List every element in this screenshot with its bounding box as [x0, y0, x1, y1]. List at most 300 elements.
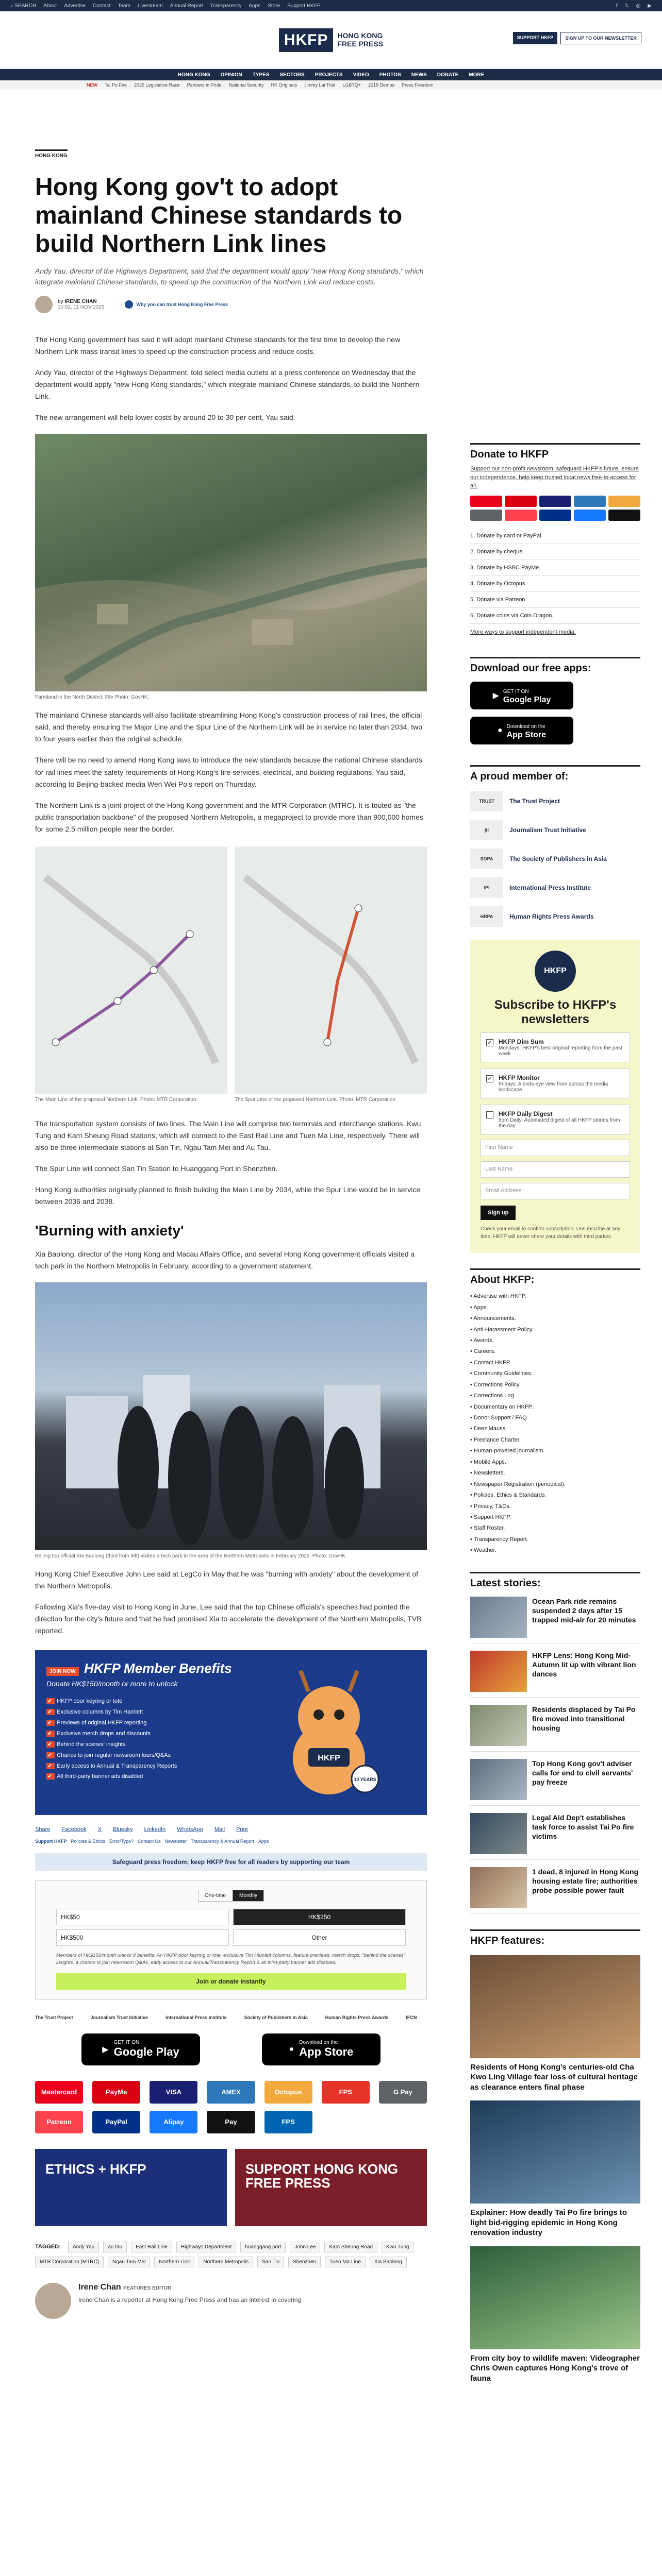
share-x[interactable]: X: [97, 1826, 102, 1833]
map-caption: The Spur Line of the proposed Northern Link. Photo: MTR Corporation.: [235, 1096, 397, 1103]
benefit-item: ✔ Previews of original HKFP reporting: [46, 1718, 416, 1728]
about-link[interactable]: • Newspaper Registration (periodical).: [470, 1479, 640, 1490]
newsletter-signup: [470, 940, 640, 1253]
article-dek: Andy Yau, director of the Highways Department, said that the department would apply "new Hong Kong standards," which integrate mainland Chinese standards, to speed up the construction of the Northern Link and reduce costs.: [35, 266, 424, 286]
tag-link[interactable]: John Lee: [290, 2242, 320, 2252]
feature-image: [470, 1955, 640, 2058]
share-mail[interactable]: Mail: [214, 1826, 225, 1833]
about-link[interactable]: • Newsletters.: [470, 1468, 640, 1479]
latest-title: Latest stories:: [470, 1572, 640, 1589]
story-title: Residents displaced by Tai Po fire moved into transitional housing: [532, 1705, 636, 1733]
main-line-diagram: [35, 846, 227, 1094]
latest-story[interactable]: [470, 1705, 640, 1752]
tag-link[interactable]: huanggang port: [240, 2242, 286, 2252]
email-input[interactable]: Email Address: [481, 1183, 630, 1199]
join-now-tag: JOIN NOW: [46, 1667, 79, 1676]
story-thumbnail: [470, 1759, 527, 1800]
newsletter-option[interactable]: [481, 1032, 630, 1062]
section-heading: 'Burning with anxiety': [35, 1222, 184, 1239]
main-nav: [0, 69, 662, 80]
author-role: FEATURES EDITOR: [123, 2285, 172, 2291]
about-link[interactable]: • Contact HKFP.: [470, 1358, 640, 1368]
latest-story[interactable]: [470, 1597, 640, 1643]
story-thumbnail: [470, 1705, 527, 1746]
amex-icon: [574, 496, 606, 507]
about-link[interactable]: • Privacy, T&Cs.: [470, 1501, 640, 1512]
article-paragraph: Andy Yau, director of the Highways Department, told select media outlets at a press conference on Wednesday that the department would apply "new Hong Kong standards," which integrate mainland Chinese standards, to build the Northern Link.: [35, 368, 420, 400]
topbar-link[interactable]: Support HKFP: [287, 3, 321, 9]
about-link[interactable]: • Deez Mauss.: [470, 1423, 640, 1434]
about-link[interactable]: • Mobile Apps.: [470, 1457, 640, 1468]
donate-method[interactable]: 1. Donate by card or PayPal.: [470, 528, 640, 544]
topbar-link[interactable]: Team: [118, 3, 130, 9]
nav-item[interactable]: VIDEO: [353, 72, 369, 78]
partner-logo[interactable]: Journalism Trust Initiative: [90, 2014, 148, 2020]
tag-link[interactable]: Highways Department: [176, 2242, 236, 2252]
checkbox-checked-icon[interactable]: ✓: [486, 1039, 493, 1046]
apple-icon: ●: [289, 2044, 294, 2054]
share-print[interactable]: Print: [236, 1826, 248, 1833]
signup-button[interactable]: Sign up: [481, 1206, 516, 1220]
benefits-title: HKFP Member Benefits: [84, 1660, 232, 1676]
logo-mark: HKFP: [279, 28, 334, 52]
newsletter-note: Check your email to confirm subscription. Unsubscribe at any time. HKFP will never share your details with third parties.: [481, 1226, 621, 1240]
newsletter-title: Subscribe to HKFP's newsletters: [494, 998, 617, 1026]
main-line-map: [35, 846, 227, 1094]
trending-item[interactable]: 2025 Legislative Race: [134, 82, 180, 88]
story-title: Ocean Park ride remains suspended 2 days after 15 trapped mid-air for 20 minutes: [532, 1597, 636, 1624]
partner-logo[interactable]: International Press Institute: [166, 2014, 227, 2020]
instagram-icon[interactable]: ◎: [636, 3, 641, 9]
farmland-illustration: [35, 434, 427, 691]
app-store-button[interactable]: [262, 2033, 380, 2065]
amount-option[interactable]: Other: [233, 1929, 406, 1946]
about-link[interactable]: • Corrections Log.: [470, 1391, 640, 1401]
map-caption: The Main Line of the proposed Northern Link. Photo: MTR Corporation.: [35, 1096, 198, 1103]
article-paragraph: The new arrangement will help lower costs by around 20 to 30 per cent, Yau said.: [35, 413, 295, 422]
trending-label: NEW: [87, 82, 97, 88]
about-link[interactable]: • Support HKFP.: [470, 1512, 640, 1523]
member-name: The Society of Publishers in Asia: [509, 855, 607, 862]
site-header: [0, 11, 662, 69]
share-bluesky[interactable]: Bluesky: [113, 1826, 133, 1833]
photo-caption: Beijing top official Xia Baolong (third from left) visited a tech park in the area of the Northern Metropolis in February 2025. Photo: GovHK.: [35, 1553, 347, 1559]
author-bio: Irene Chan is a reporter at Hong Kong Free Press and has an interest in covering: [78, 2296, 302, 2303]
store-big: Google Play: [503, 696, 551, 704]
member-name: The Trust Project: [509, 798, 560, 805]
press-freedom-banner[interactable]: Safeguard press freedom; keep HKFP free for all readers by supporting our team: [35, 1853, 427, 1871]
about-title: About HKFP:: [470, 1268, 640, 1286]
article-paragraph: There will be no need to amend Hong Kong laws to introduce the new standards because the national Chinese standards for rail lines meet the safety requirements of Hong Kong's fire services, electrical, and building regulations, Yau said, according to Beijing-backed media Wen Wei Po's report on Thursday.: [35, 756, 423, 788]
about-link[interactable]: • Announcements.: [470, 1313, 640, 1324]
feature-story[interactable]: [470, 2246, 640, 2384]
feature-image: [470, 2100, 640, 2204]
partner-logo[interactable]: IFCN: [406, 2014, 417, 2020]
benefit-item: ✔ Behind the scenes' insights: [46, 1739, 416, 1750]
tag-link[interactable]: Shenzhen: [288, 2257, 321, 2267]
nav-item[interactable]: PROJECTS: [315, 72, 343, 78]
article-paragraph: The Northern Link is a joint project of the Hong Kong government and the MTR Corporation (MTRC). It is touted as "the public transportation backbone" of the proposed Northern Metropolis, a megaproject to provide more than 900,000 homes for some 2.5 million people near the border.: [35, 801, 423, 833]
benefit-item: ✔ All third-party banner ads disabled: [46, 1771, 416, 1782]
newsletter-option-title: HKFP Monitor: [499, 1074, 540, 1082]
member-name: International Press Institute: [509, 884, 591, 891]
newsletter-option-title: HKFP Dim Sum: [499, 1038, 544, 1046]
payment-method[interactable]: Mastercard: [35, 2081, 83, 2104]
nav-item[interactable]: SECTORS: [279, 72, 305, 78]
payment-method[interactable]: VISA: [150, 2081, 197, 2104]
benefit-item: ✔ Exclusive columns by Tim Hamlett: [46, 1707, 416, 1718]
donation-form: [35, 1880, 427, 1999]
promo-row: [35, 2149, 427, 2226]
applepay-icon: [608, 510, 640, 521]
payment-method[interactable]: FPS: [322, 2081, 370, 2104]
author-avatar: [35, 296, 53, 313]
member-name: Human Rights Press Awards: [509, 913, 594, 920]
article-paragraph: Following Xia's five-day visit to Hong Kong in June, Lee said that the top Chinese officials's speeches had pointed the direction for the city's future and that he had promised Xia to accelerate the development of the Northern Metropolis, TVB reported.: [35, 1602, 422, 1635]
amount-option[interactable]: HK$50: [56, 1909, 229, 1925]
article-paragraph: The transportation system consists of two lines. The Main Line will comprise two terminals and interchange stations, Kwu Tung and Kam Sheung Road stations, which will connect to the East Rail Line and Tuen Ma Line, respectively. There will also be three intermediate stations at San Tin, Ngau Tam Mei and Au Tau.: [35, 1119, 421, 1152]
feature-title: Residents of Hong Kong's centuries-old Cha Kwo Ling Village fear loss of cultural heritage as clearance enters final phase: [470, 2062, 638, 2092]
sopa-logo: SOPA: [470, 849, 503, 869]
last-name-input[interactable]: Last Name: [481, 1161, 630, 1178]
support-link[interactable]: Policies & Ethics: [71, 1839, 106, 1844]
patreon-icon: [505, 510, 537, 521]
alipay-icon: [574, 510, 606, 521]
about-link[interactable]: • Donor Support / FAQ.: [470, 1413, 640, 1423]
byline: [35, 296, 427, 313]
article-date: 10:02, 11 NOV 2025: [58, 304, 105, 310]
apps-title: Download our free apps:: [470, 657, 640, 674]
member-org[interactable]: [470, 849, 640, 869]
store-big: Google Play: [113, 2045, 179, 2059]
about-link[interactable]: • Corrections Policy.: [470, 1380, 640, 1391]
article-paragraph: Hong Kong Chief Executive John Lee said at LegCo in May that he was "burning with anxiety" about the development of the Northern Metropolis.: [35, 1569, 419, 1590]
nav-item[interactable]: TYPES: [252, 72, 270, 78]
share-linkedin[interactable]: LinkedIn: [144, 1826, 166, 1833]
tag-link[interactable]: Northern Metropolis: [198, 2257, 253, 2267]
logo-line-1: HONG KONG: [337, 31, 383, 40]
tag-link[interactable]: Northern Link: [154, 2257, 194, 2267]
member-name: Journalism Trust Initiative: [509, 826, 586, 834]
newsletter-option-desc: 8pm Daily: Automated digest of all HKFP stories from the day.: [499, 1117, 620, 1129]
gpay-icon: [470, 510, 502, 521]
partner-logo[interactable]: The Trust Project: [35, 2014, 73, 2020]
feature-image: [470, 2246, 640, 2349]
farmland-photo: [35, 434, 427, 691]
checkbox-icon[interactable]: [486, 1111, 493, 1118]
latest-story[interactable]: [470, 1759, 640, 1806]
about-link[interactable]: • Staff Roster.: [470, 1523, 640, 1534]
about-link[interactable]: • Transparency Report.: [470, 1534, 640, 1545]
about-link[interactable]: • Documentary on HKFP.: [470, 1402, 640, 1413]
trust-label: Why you can trust Hong Kong Free Press: [136, 301, 228, 307]
share-whatsapp[interactable]: WhatsApp: [177, 1826, 203, 1833]
feature-title: Explainer: How deadly Tai Po fire brings to light bid-rigging epidemic in Hong Kong renovation industry: [470, 2208, 627, 2238]
member-org[interactable]: [470, 791, 640, 811]
payment-method[interactable]: PayPal: [92, 2111, 140, 2133]
checkbox-checked-icon[interactable]: ✓: [486, 1075, 493, 1082]
logo-wordmark: [337, 32, 383, 48]
member-title: A proud member of:: [470, 765, 640, 783]
newsletter-option-desc: Fridays: A birds-eye view from across the media landscape.: [499, 1081, 608, 1093]
support-links: [35, 1839, 427, 1844]
about-link[interactable]: • Awards.: [470, 1335, 640, 1346]
newsletter-option[interactable]: [481, 1069, 630, 1098]
topbar-link[interactable]: Advertise: [64, 3, 86, 9]
app-store-row: [35, 2033, 427, 2065]
trust-icon: [125, 300, 133, 309]
donate-methods: [470, 528, 640, 624]
octopus-icon: [608, 496, 640, 507]
card-logos: [470, 496, 640, 521]
payment-method[interactable]: PayMe: [92, 2081, 140, 2104]
payme-icon: [505, 496, 537, 507]
member-benefits-banner[interactable]: [35, 1650, 427, 1815]
tag-link[interactable]: MTR Corporation (MTRC): [35, 2257, 104, 2267]
support-link[interactable]: Transparency & Annual Report: [191, 1839, 254, 1844]
store-small: Download on the: [299, 2040, 338, 2046]
spur-line-diagram: [235, 846, 427, 1094]
about-link[interactable]: • Policies, Ethics & Standards.: [470, 1490, 640, 1501]
donate-method[interactable]: 3. Donate by HSBC PayMe.: [470, 560, 640, 576]
author-box: [35, 2283, 427, 2319]
amount-option[interactable]: HK$250: [233, 1909, 406, 1925]
story-title: Top Hong Kong gov't adviser calls for end to civil servants' pay freeze: [532, 1759, 633, 1787]
trending-item[interactable]: 2019 Demos: [368, 82, 394, 88]
share-facebook[interactable]: Facebook: [61, 1826, 87, 1833]
donate-method[interactable]: 6. Donate coins via Coin Dragon.: [470, 608, 640, 624]
tag-link[interactable]: Andy Yau: [68, 2242, 99, 2252]
nav-item[interactable]: OPINION: [220, 72, 242, 78]
trending-bar: [0, 80, 662, 90]
payment-method[interactable]: Alipay: [150, 2111, 197, 2133]
nav-item[interactable]: HONG KONG: [177, 72, 210, 78]
story-thumbnail: [470, 1867, 527, 1908]
paypal-icon: [539, 510, 571, 521]
about-link[interactable]: • Human-powered journalism.: [470, 1446, 640, 1456]
donate-title: Donate to HKFP: [470, 443, 640, 461]
trending-item[interactable]: Tai Po Fire: [105, 82, 127, 88]
tag-link[interactable]: East Rail Line: [131, 2242, 172, 2252]
about-link[interactable]: • Advertise with HKFP.: [470, 1291, 640, 1302]
support-link[interactable]: Apps: [258, 1839, 269, 1844]
photo-caption: Farmland in the North District. File Photo: GovHK.: [35, 694, 150, 701]
donate-method[interactable]: 2. Donate by cheque.: [470, 544, 640, 560]
jti-logo: jti: [470, 820, 503, 840]
trust-link[interactable]: [125, 300, 228, 309]
benefit-item: ✔ Exclusive merch drops and discounts: [46, 1728, 416, 1739]
story-title: HKFP Lens: Hong Kong Mid-Autumn lit up with vibrant lion dances: [532, 1651, 636, 1679]
payment-method[interactable]: Patreon: [35, 2111, 83, 2133]
topbar-link[interactable]: Livestream: [137, 3, 163, 9]
sidebar-google-play[interactable]: [470, 682, 573, 709]
google-play-icon: ▶: [492, 691, 499, 700]
story-title: Legal Aid Dep't establishes task force to assist Tai Po fire victims: [532, 1813, 634, 1841]
payment-method[interactable]: G Pay: [379, 2081, 427, 2104]
newsletter-option-desc: Mondays: HKFP's best original reporting from the past week.: [499, 1045, 622, 1057]
story-thumbnail: [470, 1651, 527, 1692]
logo-line-2: FREE PRESS: [337, 39, 384, 48]
nav-item[interactable]: NEWS: [411, 72, 427, 78]
latest-story[interactable]: [470, 1867, 640, 1914]
article-paragraph: Hong Kong authorities originally planned to finish building the Main Line by 2034, while the Spur Line would be in service between 2036 and 2038.: [35, 1185, 421, 1206]
freq-monthly[interactable]: Monthly: [233, 1890, 264, 1902]
partner-logos: [35, 2015, 427, 2020]
trending-item[interactable]: Partners in Pride: [187, 82, 222, 88]
article-title: Hong Kong gov't to adopt mainland Chinese standards to build Northern Link lines: [35, 174, 403, 258]
about-link[interactable]: • Apps.: [470, 1302, 640, 1313]
svg-text:10 YEARS: 10 YEARS: [354, 1777, 376, 1783]
feature-title: From city boy to wildlife maven: Videographer Chris Owen captures Hong Kong's trove of fauna: [470, 2353, 640, 2383]
about-link[interactable]: • Weather.: [470, 1545, 640, 1556]
story-thumbnail: [470, 1813, 527, 1854]
author-avatar: [35, 2283, 71, 2319]
share-label: Share: [35, 1826, 51, 1833]
visa-icon: [539, 496, 571, 507]
sidebar: [470, 443, 640, 2383]
tag-link[interactable]: Ngau Tam Mei: [108, 2257, 150, 2267]
sidebar-app-store[interactable]: [470, 717, 573, 744]
first-name-input[interactable]: First Name: [481, 1140, 630, 1156]
article-paragraph: The Hong Kong government has said it will adopt mainland Chinese standards for the first time to develop the new Northern Link mass transit lines to speed up the construction process and reduce costs.: [35, 335, 401, 355]
topbar-link[interactable]: Annual Report: [170, 3, 203, 9]
facebook-icon[interactable]: f: [616, 3, 618, 9]
donate-button[interactable]: Join or donate instantly: [56, 1973, 406, 1990]
benefit-item: ✔ Early access to Annual & Transparency Reports: [46, 1761, 416, 1772]
benefit-item: ✔ HKFP door keyring or tote: [46, 1696, 416, 1707]
member-org[interactable]: [470, 906, 640, 927]
topbar-link[interactable]: Transparency: [210, 3, 242, 9]
site-logo[interactable]: [279, 28, 383, 52]
support-link[interactable]: Newsletter: [164, 1839, 187, 1844]
donate-method[interactable]: 4. Donate by Octopus.: [470, 576, 640, 592]
officials-photo: [35, 1282, 427, 1550]
donate-intro[interactable]: Support our non-profit newsroom; safeguard HKFP's future, ensure our independence, help keep trusted local news free-to-access for all.: [470, 466, 639, 489]
officials-illustration: [35, 1282, 427, 1550]
support-promo[interactable]: SUPPORT HONG KONG FREE PRESS: [235, 2149, 427, 2226]
store-big: App Store: [506, 731, 547, 739]
tag-link[interactable]: Xia Baolong: [370, 2257, 407, 2267]
donate-method[interactable]: 5. Donate via Patreon.: [470, 592, 640, 608]
byline-by: by: [58, 298, 63, 304]
article-tags: [35, 2242, 427, 2267]
freq-one-time[interactable]: One-time: [198, 1890, 233, 1902]
donate-note: Members of HK$150/month unlock 8 benefits: An HKFP door keyring or tote, exclusive Tim Hamlett columns, feature previews, merch drops, "behind the scenes" insights, a chance to join newsroom Q&As, early access to our Annual/Transparency Report & all third-party banner ads disabled.: [56, 1953, 406, 1966]
trending-item[interactable]: National Security: [228, 82, 264, 88]
author-name[interactable]: IRENE CHAN: [64, 298, 97, 304]
google-play-button[interactable]: [81, 2033, 200, 2065]
hkfp-logo: HKFP: [535, 951, 576, 992]
tag-link[interactable]: au tau: [103, 2242, 127, 2252]
trending-item[interactable]: HK Originals: [271, 82, 297, 88]
ipi-logo: IPI: [470, 877, 503, 898]
store-small: Download on the: [506, 724, 545, 730]
about-list: [470, 1291, 640, 1556]
support-link[interactable]: Support HKFP: [35, 1839, 67, 1844]
trending-item[interactable]: Press Freedom: [401, 82, 434, 88]
story-thumbnail: [470, 1597, 527, 1638]
amount-option[interactable]: HK$500: [56, 1929, 229, 1946]
payment-methods: [35, 2081, 427, 2133]
newsletter-option[interactable]: [481, 1105, 630, 1134]
support-button[interactable]: SUPPORT HKFP: [513, 32, 558, 44]
store-small: GET IT ON: [503, 689, 529, 694]
apple-icon: ●: [497, 726, 503, 735]
partner-logo[interactable]: Human Rights Press Awards: [325, 2014, 389, 2020]
share-bar: [35, 1826, 427, 1833]
about-link[interactable]: • Freelance Charter.: [470, 1435, 640, 1446]
payment-method[interactable]: Octopus: [264, 2081, 312, 2104]
story-title: 1 dead, 8 injured in Hong Kong housing estate fire; authorities probe possible power fault: [532, 1867, 639, 1895]
payment-method[interactable]: FPS: [264, 2111, 312, 2133]
article-paragraph: Xia Baolong, director of the Hong Kong and Macau Affairs Office, and several Hong Kong government officials visited a tech park in the Northern Metropolis in February, according to a government statement.: [35, 1249, 415, 1270]
trending-item[interactable]: Jimmy Lai Trial: [304, 82, 336, 88]
topbar-link[interactable]: Store: [268, 3, 280, 9]
ethics-promo[interactable]: ETHICS + HKFP: [35, 2149, 227, 2226]
article-kicker[interactable]: HONG KONG: [35, 149, 68, 159]
youtube-icon[interactable]: ▶: [648, 3, 652, 9]
support-link[interactable]: Error/Typo?: [109, 1839, 134, 1844]
topbar-link[interactable]: About: [43, 3, 57, 9]
svg-text:HKFP: HKFP: [318, 1754, 340, 1763]
map-row: [35, 846, 427, 1103]
mastercard-icon: [470, 496, 502, 507]
tag-link[interactable]: Kam Sheung Road: [324, 2242, 377, 2252]
newsletter-button[interactable]: SIGN UP TO OUR NEWSLETTER: [560, 32, 641, 44]
member-org[interactable]: [470, 820, 640, 840]
about-link[interactable]: • Anti-Harassment Policy.: [470, 1325, 640, 1335]
nav-item[interactable]: MORE: [469, 72, 485, 78]
latest-story[interactable]: [470, 1813, 640, 1860]
benefit-item: ✔ Chance to join regular newsroom tours/Q&As: [46, 1750, 416, 1761]
store-small: GET IT ON: [113, 2040, 140, 2046]
tag-link[interactable]: Kwu Tung: [382, 2242, 413, 2252]
search-link[interactable]: ⌕ SEARCH: [10, 3, 37, 9]
about-link[interactable]: • Careers.: [470, 1346, 640, 1357]
about-link[interactable]: • Community Guidelines.: [470, 1368, 640, 1379]
support-link[interactable]: Contact Us: [138, 1839, 161, 1844]
x-icon[interactable]: 𝕏: [624, 3, 629, 9]
payment-method[interactable]: AMEX: [207, 2081, 255, 2104]
trending-item[interactable]: LGBTQ+: [342, 82, 361, 88]
topbar-link[interactable]: Apps: [249, 3, 261, 9]
trust-project-logo: TRUST: [470, 791, 503, 811]
benefits-subtitle: Donate HK$150/month or more to unlock: [46, 1680, 178, 1688]
features-title: HKFP features:: [470, 1929, 640, 1947]
latest-story[interactable]: [470, 1651, 640, 1698]
topbar-link[interactable]: Contact: [92, 3, 111, 9]
spur-line-map: [235, 846, 427, 1094]
member-org[interactable]: [470, 877, 640, 898]
author-box-name[interactable]: Irene Chan: [78, 2282, 121, 2292]
nav-item[interactable]: DONATE: [437, 72, 459, 78]
more-ways-link[interactable]: More ways to support independent media.: [470, 629, 576, 635]
store-big: App Store: [299, 2045, 354, 2059]
feature-story[interactable]: [470, 2100, 640, 2238]
newsletter-option-title: HKFP Daily Digest: [499, 1110, 553, 1118]
article: [35, 149, 427, 2319]
deer-mascot-icon: [277, 1666, 380, 1800]
payment-method[interactable]: Pay: [207, 2111, 255, 2133]
tag-link[interactable]: San Tin: [257, 2257, 284, 2267]
feature-story[interactable]: [470, 1955, 640, 2093]
top-utility-bar: [0, 0, 662, 11]
tags-label: TAGGED:: [35, 2244, 61, 2250]
nav-item[interactable]: PHOTOS: [379, 72, 401, 78]
partner-logo[interactable]: Society of Publishers in Asia: [244, 2014, 308, 2020]
article-paragraph: The Spur Line will connect San Tin Station to Huanggang Port in Shenzhen.: [35, 1164, 278, 1173]
tag-link[interactable]: Tuen Ma Line: [325, 2257, 366, 2267]
